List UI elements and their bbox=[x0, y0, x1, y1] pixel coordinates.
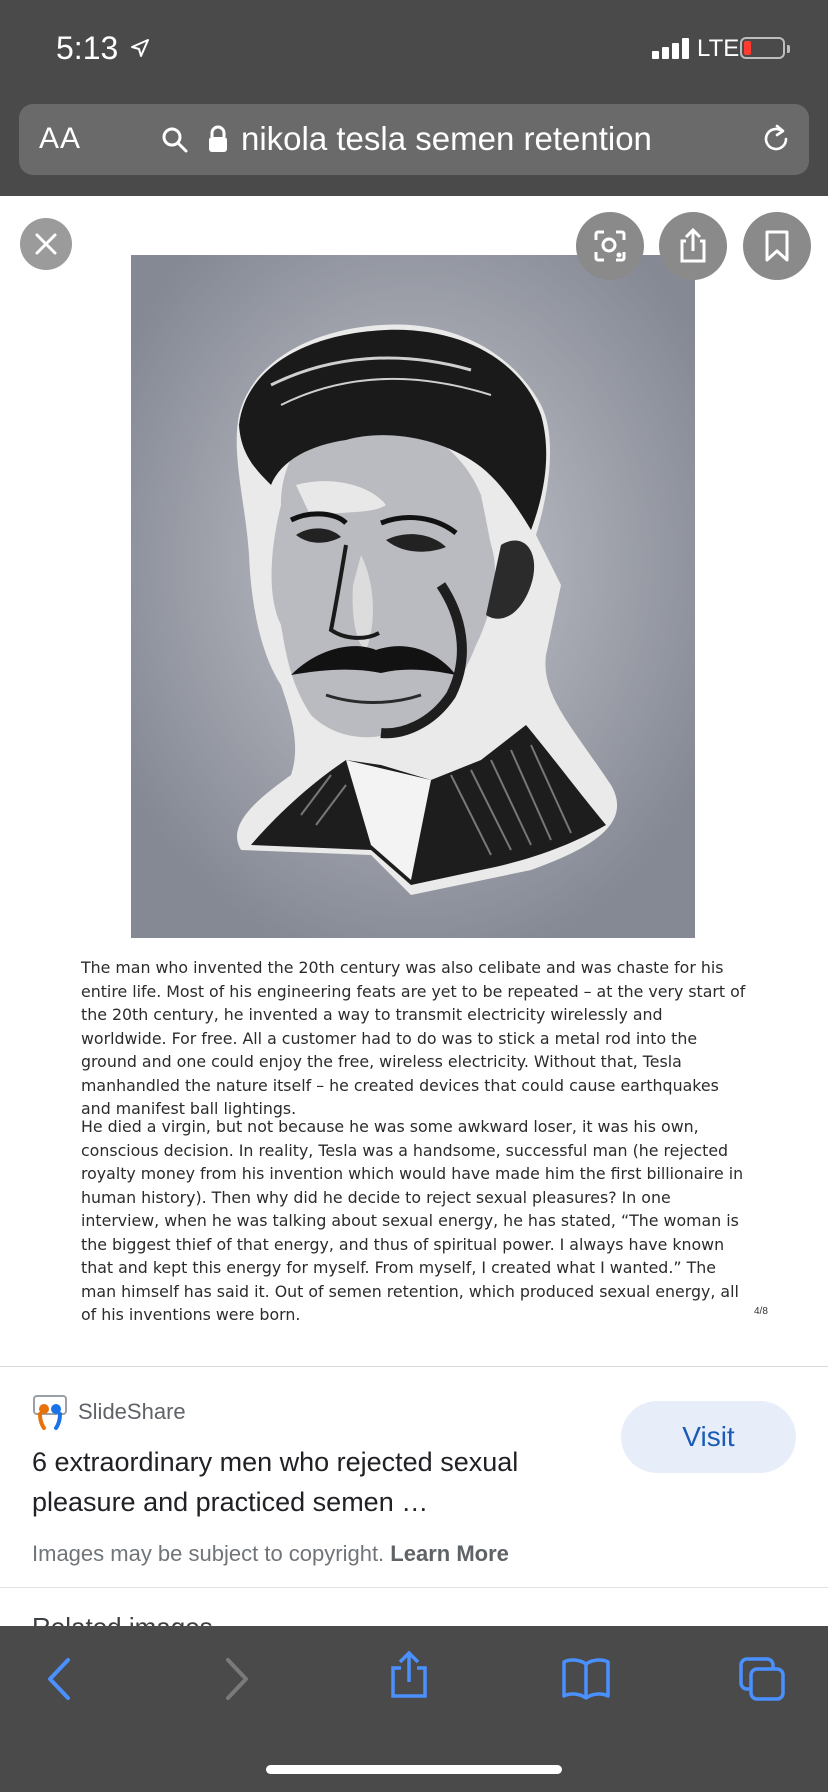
copyright-notice bbox=[32, 1541, 509, 1567]
search-icon bbox=[161, 126, 189, 154]
forward-icon[interactable] bbox=[222, 1656, 252, 1702]
tabs-icon[interactable] bbox=[738, 1656, 786, 1702]
document-paragraph: The man who invented the 20th century was also celibate and was chaste for his entire life. Most of his engineering feats are yet to be repeated – at the very start of the 20th century, he invented a way to transmit electricity wirelessly and worldwide. For free. All a customer had to do was to stick a metal rod into the ground and one could enjoy the free, wireless electricity. Without that, Tesla manhandled the nature itself – he created devices that could cause earthquakes and manifest ball lightings. bbox=[81, 958, 746, 1118]
learn-more-link[interactable]: Learn More bbox=[390, 1541, 509, 1566]
battery-icon bbox=[740, 37, 785, 59]
visit-button[interactable]: Visit bbox=[621, 1401, 796, 1473]
lock-icon bbox=[207, 124, 229, 154]
slideshare-logo-icon bbox=[33, 1395, 67, 1431]
network-type: LTE bbox=[697, 35, 740, 62]
share-image-button[interactable] bbox=[659, 212, 727, 280]
bookmark-icon bbox=[763, 229, 791, 263]
tesla-portrait-image bbox=[131, 255, 695, 938]
share-icon bbox=[676, 227, 710, 265]
document-paragraph: He died a virgin, but not because he was some awkward loser, it was his own, conscious decision. In reality, Tesla was a handsome, successful man (he rejected royalty money from his invention which would have made him the first billionaire in human history). Then why did he decide to reject sexual pleasures? In one interview, when he was talking about sexual energy, he has stated, “The woman is the biggest thief of that energy, and thus of spiritual power. I always have known that and kept this energy for myself. From myself, I created what I wanted.” The man himself has said it. Out of semen retention, which produced sexual energy, all of his inventions were born. bbox=[81, 1117, 744, 1324]
location-arrow-icon bbox=[130, 38, 150, 58]
divider bbox=[0, 1366, 828, 1367]
status-time: 5:13 bbox=[56, 30, 119, 66]
browser-top-bar bbox=[0, 0, 828, 196]
share-icon[interactable] bbox=[388, 1650, 430, 1700]
back-icon[interactable] bbox=[44, 1656, 74, 1702]
divider bbox=[0, 1587, 828, 1588]
source-name[interactable]: SlideShare bbox=[78, 1399, 186, 1424]
lens-scan-icon bbox=[592, 228, 628, 264]
search-query[interactable]: nikola tesla semen retention bbox=[241, 120, 652, 157]
close-icon bbox=[33, 231, 59, 257]
bookmarks-icon[interactable] bbox=[561, 1656, 611, 1700]
lens-search-button[interactable] bbox=[576, 212, 644, 280]
copyright-text: Images may be subject to copyright. bbox=[32, 1541, 385, 1566]
text-size-button[interactable]: AA bbox=[39, 122, 82, 155]
close-button[interactable] bbox=[20, 218, 72, 270]
signal-strength-icon bbox=[652, 38, 689, 59]
save-image-button[interactable] bbox=[743, 212, 811, 280]
reload-icon[interactable] bbox=[759, 122, 793, 156]
home-indicator bbox=[266, 1765, 562, 1774]
page-indicator: 4/8 bbox=[754, 1306, 768, 1317]
result-title[interactable]: 6 extraordinary men who rejected sexual pleasure and practiced semen … bbox=[32, 1447, 519, 1517]
address-bar[interactable] bbox=[19, 104, 809, 175]
